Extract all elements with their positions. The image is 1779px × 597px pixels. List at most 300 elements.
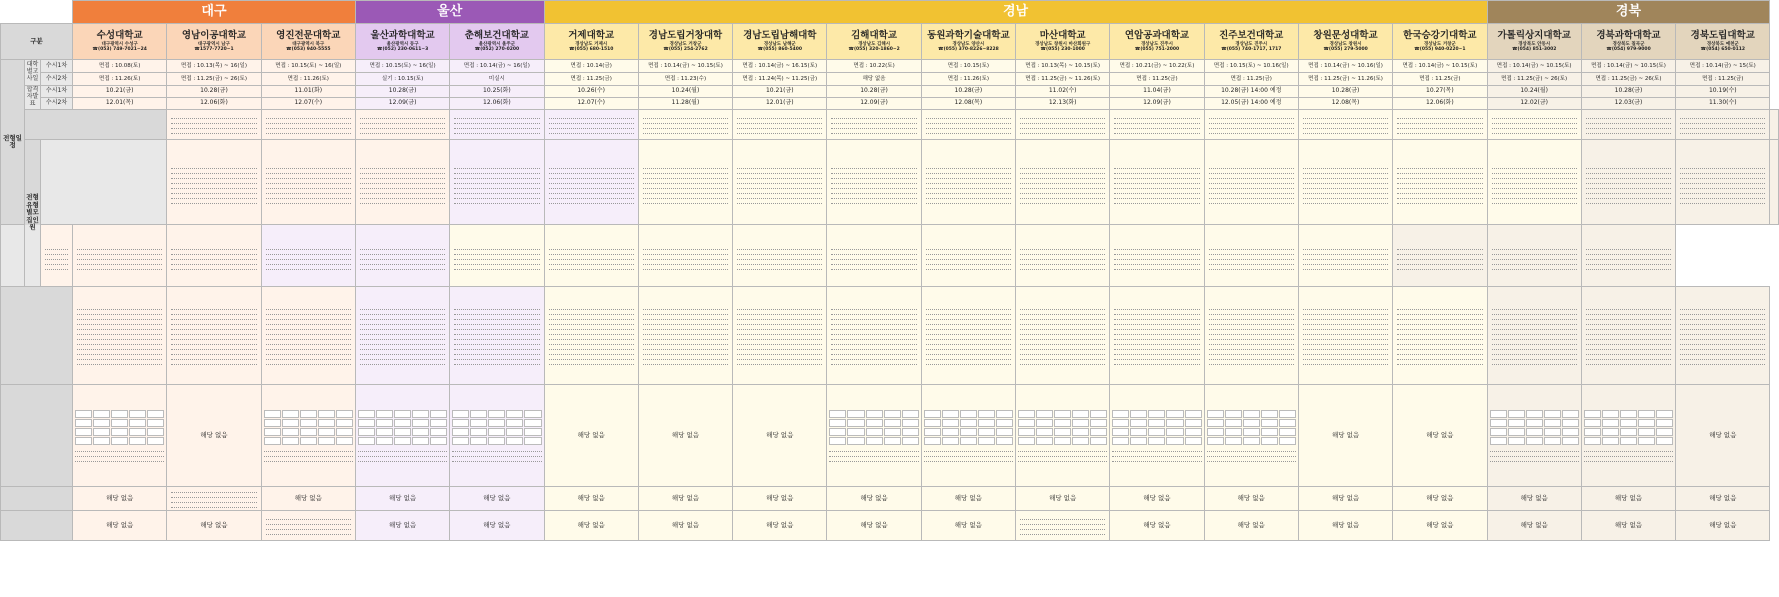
text-line — [358, 453, 447, 457]
schedule-cell: 11.30(수) — [1676, 98, 1770, 110]
grid-cell — [430, 437, 447, 445]
grid-cell — [93, 428, 110, 436]
text-line — [643, 120, 728, 124]
grid-cell — [1148, 410, 1165, 418]
university-header — [450, 24, 544, 60]
university-phone: ☎(055) 370-8226~8228 — [937, 46, 999, 52]
text-line — [75, 458, 164, 462]
text-line — [1397, 361, 1482, 365]
text-line — [549, 246, 634, 250]
text-line — [1114, 351, 1199, 355]
text-line — [1680, 115, 1765, 119]
grid-cell — [358, 410, 375, 418]
grid-cell — [1148, 428, 1165, 436]
grid-cell — [996, 437, 1013, 445]
text-line — [454, 170, 539, 174]
text-line — [926, 316, 1011, 320]
university-header — [261, 24, 355, 60]
text-line — [1680, 165, 1765, 169]
text-line — [737, 185, 822, 189]
text-line — [454, 351, 539, 355]
text-line — [643, 336, 728, 340]
min-score-row-cell: 해당 없음 — [1581, 487, 1675, 511]
susi1-row-cell — [1770, 140, 1779, 225]
university-header — [1016, 24, 1110, 60]
university-address: 경상북도 안동시 — [1518, 41, 1551, 47]
text-line — [264, 458, 353, 462]
university-name: 거제대학교 — [568, 29, 615, 41]
text-line — [1586, 200, 1671, 204]
grid-cell — [1620, 419, 1637, 427]
text-line — [1492, 125, 1577, 129]
grid-cell — [147, 419, 164, 427]
text-line — [360, 180, 445, 184]
grid-cell — [524, 410, 541, 418]
multi-apply-row-cell — [1110, 110, 1204, 140]
text-line — [1303, 361, 1388, 365]
grid-cell — [942, 437, 959, 445]
grid-cell — [1207, 437, 1224, 445]
grid-cell — [1072, 437, 1089, 445]
grid-cell — [75, 428, 92, 436]
text-line — [831, 190, 916, 194]
text-line — [549, 356, 634, 360]
text-line — [737, 200, 822, 204]
grid-cell — [1490, 419, 1507, 427]
text-line — [266, 175, 351, 179]
grid-cell — [1526, 428, 1543, 436]
text-line — [77, 346, 162, 350]
text-line — [1209, 195, 1294, 199]
schedule-cell: 10.21(금) — [73, 86, 167, 98]
text-line — [549, 251, 634, 255]
multi-apply-row-cell — [921, 110, 1015, 140]
text-line — [1020, 356, 1105, 360]
susi1-row-label — [41, 140, 167, 225]
university-header — [1204, 24, 1298, 60]
text-line — [737, 175, 822, 179]
susi2-row-cell — [355, 225, 449, 287]
text-line — [1303, 190, 1388, 194]
grid-cell — [1054, 410, 1071, 418]
grid-cell — [111, 428, 128, 436]
grid-cell — [264, 428, 281, 436]
text-line — [831, 306, 916, 310]
text-line — [549, 321, 634, 325]
text-line — [926, 311, 1011, 315]
text-line — [1020, 120, 1105, 124]
university-name: 김해대학교 — [851, 29, 898, 41]
text-line — [266, 256, 351, 260]
text-line — [1020, 195, 1105, 199]
record-grid — [356, 408, 449, 447]
text-line — [1020, 516, 1105, 520]
text-line — [454, 346, 539, 350]
grid-cell — [829, 428, 846, 436]
grid-cell — [318, 437, 335, 445]
text-line — [454, 175, 539, 179]
grid-cell — [524, 428, 541, 436]
multi-apply-row-cell — [1487, 110, 1581, 140]
grid-cell — [1638, 428, 1655, 436]
grid-cell — [300, 428, 317, 436]
text-line — [549, 115, 634, 119]
text-line — [549, 336, 634, 340]
grid-cell — [1638, 410, 1655, 418]
text-line — [1586, 256, 1671, 260]
text-line — [831, 251, 916, 255]
min-score-row-cell: 해당 없음 — [1393, 487, 1487, 511]
min-score-row-cell: 해당 없음 — [450, 487, 544, 511]
suneung-row-cell: 해당 없음 — [450, 511, 544, 541]
text-line — [831, 195, 916, 199]
text-line — [1397, 326, 1482, 330]
text-line — [1209, 261, 1294, 265]
grid-cell — [1112, 419, 1129, 427]
record-row-cell: 해당 없음 — [544, 385, 638, 487]
min-score-row-cell: 해당 없음 — [261, 487, 355, 511]
text-line — [926, 261, 1011, 265]
ratio-row-cell — [921, 287, 1015, 385]
university-name-row — [1, 24, 1779, 60]
university-name: 가톨릭상지대학교 — [1497, 29, 1571, 41]
grid-cell — [960, 419, 977, 427]
text-line — [1020, 316, 1105, 320]
text-line — [1492, 346, 1577, 350]
grid-cell — [1584, 437, 1601, 445]
text-line — [831, 130, 916, 134]
text-line — [1397, 170, 1482, 174]
text-line — [549, 306, 634, 310]
suneung-row-cell: 해당 없음 — [733, 511, 827, 541]
text-line — [45, 261, 68, 265]
text-line — [549, 165, 634, 169]
text-line — [266, 251, 351, 255]
text-line — [171, 120, 256, 124]
text-line — [1114, 185, 1199, 189]
text-line — [1020, 361, 1105, 365]
text-line — [737, 195, 822, 199]
text-line — [266, 526, 351, 530]
record-row-cell — [261, 385, 355, 487]
grid-cell — [1090, 437, 1107, 445]
text-line — [1397, 195, 1482, 199]
grid-cell — [1166, 419, 1183, 427]
text-line — [643, 195, 728, 199]
min-score-row-cell: 해당 없음 — [1298, 487, 1392, 511]
text-line — [266, 190, 351, 194]
grid-cell — [1243, 428, 1260, 436]
text-line — [926, 306, 1011, 310]
text-line — [1114, 356, 1199, 360]
text-line — [549, 266, 634, 270]
university-phone: ☎(055) 740-1717, 1717 — [1221, 46, 1282, 52]
university-name: 창원문성대학교 — [1313, 29, 1378, 41]
text-line — [171, 311, 256, 315]
text-line — [926, 321, 1011, 325]
text-line — [1586, 351, 1671, 355]
grid-cell — [300, 437, 317, 445]
text-line — [549, 125, 634, 129]
text-line — [266, 195, 351, 199]
text-line — [1586, 165, 1671, 169]
text-line — [1586, 185, 1671, 189]
text-line — [171, 185, 256, 189]
schedule-cell: 12.07(수) — [544, 98, 638, 110]
text-line — [1209, 190, 1294, 194]
text-line — [737, 130, 822, 134]
grid-cell — [960, 410, 977, 418]
text-line — [266, 336, 351, 340]
grid-cell — [1072, 428, 1089, 436]
susi2-row-cell — [921, 225, 1015, 287]
text-line — [1209, 130, 1294, 134]
text-line — [1680, 120, 1765, 124]
text-line — [643, 200, 728, 204]
record-row-cell — [73, 385, 167, 487]
university-name: 경남도립남해대학 — [743, 29, 817, 41]
grid-cell — [1207, 419, 1224, 427]
university-phone: ☎(055) 940-0220~1 — [1414, 46, 1466, 52]
text-line — [171, 341, 256, 345]
suneung-row-cell: 해당 없음 — [1581, 511, 1675, 541]
text-line — [1397, 321, 1482, 325]
text-line — [643, 180, 728, 184]
text-line — [1492, 331, 1577, 335]
ratio-row-cell — [1676, 287, 1770, 385]
grid-cell — [318, 428, 335, 436]
ratio-row-cell — [638, 287, 732, 385]
text-line — [266, 331, 351, 335]
text-line — [831, 326, 916, 330]
text-line — [1586, 341, 1671, 345]
text-line — [926, 195, 1011, 199]
grid-cell — [1544, 428, 1561, 436]
grid-cell — [470, 428, 487, 436]
text-line — [1397, 336, 1482, 340]
grid-cell — [960, 437, 977, 445]
grid-cell — [488, 410, 505, 418]
text-line — [926, 165, 1011, 169]
text-line — [360, 361, 445, 365]
grid-cell — [1054, 437, 1071, 445]
schedule-cell: 미실시 — [450, 73, 544, 86]
text-line — [1114, 170, 1199, 174]
grid-cell — [430, 428, 447, 436]
university-address: 경상남도 진주시 — [1235, 41, 1268, 47]
text-line — [1209, 251, 1294, 255]
text-line — [1114, 180, 1199, 184]
text-line — [454, 190, 539, 194]
text-line — [1680, 351, 1765, 355]
schedule-cell: 12.06(화) — [1393, 98, 1487, 110]
schedule-cell: 면접 : 11.25(금) — [1110, 73, 1204, 86]
ratio-row-cell — [1298, 287, 1392, 385]
susi2-row-cell — [638, 225, 732, 287]
text-line — [1020, 175, 1105, 179]
text-line — [831, 331, 916, 335]
susi1-row-cell — [1204, 140, 1298, 225]
ratio-row-cell — [1016, 287, 1110, 385]
text-line — [831, 125, 916, 129]
text-line — [1020, 125, 1105, 129]
university-phone: ☎(055) 320-1860~2 — [848, 46, 900, 52]
grid-cell — [1656, 419, 1673, 427]
suneung-row-cell: 해당 없음 — [73, 511, 167, 541]
text-line — [1492, 115, 1577, 119]
record-row-cell — [1487, 385, 1581, 487]
schedule-cell: 10.28(금) — [921, 86, 1015, 98]
text-line — [1114, 261, 1199, 265]
text-line — [1586, 246, 1671, 250]
text-line — [360, 311, 445, 315]
grid-cell — [924, 410, 941, 418]
schedule-cell: 면접 : 10.14(금) ~ 16(일) — [450, 60, 544, 73]
text-line — [1492, 195, 1577, 199]
grid-cell — [1225, 419, 1242, 427]
grid-cell — [524, 437, 541, 445]
text-line — [171, 346, 256, 350]
text-line — [1586, 261, 1671, 265]
text-line — [737, 336, 822, 340]
suneung-row-cell: 해당 없음 — [1298, 511, 1392, 541]
suneung-row — [1, 511, 1779, 541]
text-line — [171, 489, 256, 493]
text-line — [77, 356, 162, 360]
text-line — [737, 331, 822, 335]
min-score-row-cell: 해당 없음 — [1676, 487, 1770, 511]
suneung-row-cell: 해당 없음 — [1204, 511, 1298, 541]
grid-cell — [1112, 410, 1129, 418]
text-line — [1680, 185, 1765, 189]
text-line — [549, 185, 634, 189]
grid-cell — [1638, 419, 1655, 427]
text-line — [171, 246, 256, 250]
ratio-row-cell — [261, 287, 355, 385]
grid-cell — [960, 428, 977, 436]
text-line — [171, 261, 256, 265]
text-line — [926, 120, 1011, 124]
text-line — [1303, 180, 1388, 184]
text-line — [171, 165, 256, 169]
university-name: 울산과학대학교 — [370, 29, 435, 41]
schedule-cell: 10.28(금) 14:00 예정 — [1204, 86, 1298, 98]
text-line — [1680, 341, 1765, 345]
suneung-row-cell: 해당 없음 — [827, 511, 921, 541]
schedule-cell: 12.03(금) — [1581, 98, 1675, 110]
text-line — [1397, 306, 1482, 310]
text-line — [77, 251, 162, 255]
text-line — [171, 351, 256, 355]
text-line — [1209, 351, 1294, 355]
text-line — [266, 266, 351, 270]
grid-cell — [470, 419, 487, 427]
grid-cell — [1261, 410, 1278, 418]
grid-cell — [1243, 437, 1260, 445]
interview-group-label: 대학별고사일 — [25, 60, 41, 86]
schedule-cell: 면접 : 10.21(금) ~ 10.22(토) — [1110, 60, 1204, 73]
grid-cell — [1018, 410, 1035, 418]
text-line — [549, 311, 634, 315]
record-row — [1, 385, 1779, 487]
grid-cell — [996, 410, 1013, 418]
record-row-cell — [1204, 385, 1298, 487]
text-line — [171, 175, 256, 179]
record-grid — [1110, 408, 1203, 447]
min-score-row-cell — [167, 487, 261, 511]
schedule-cell: 면접 : 10.14(금) — [544, 60, 638, 73]
grid-cell — [318, 410, 335, 418]
text-line — [1020, 170, 1105, 174]
text-line — [831, 170, 916, 174]
text-line — [1112, 458, 1201, 462]
schedule-cell: 면접 : 11.25(금) ~ 11.26(토) — [1016, 73, 1110, 86]
text-line — [1209, 326, 1294, 330]
schedule-cell: 12.05(금) 14:00 예정 — [1204, 98, 1298, 110]
text-line — [1020, 261, 1105, 265]
university-header — [1581, 24, 1675, 60]
text-line — [77, 336, 162, 340]
grid-cell — [978, 437, 995, 445]
text-line — [1114, 311, 1199, 315]
susi1-row-cell — [827, 140, 921, 225]
schedule-cell: 10.28(금) — [827, 86, 921, 98]
text-line — [737, 251, 822, 255]
text-line — [1492, 261, 1577, 265]
text-line — [831, 185, 916, 189]
schedule-cell: 면접 : 11.25(금) — [1676, 73, 1770, 86]
grid-cell — [336, 419, 353, 427]
text-line — [1207, 448, 1296, 452]
susi2-row-cell — [450, 225, 544, 287]
grid-cell — [1544, 437, 1561, 445]
min-score-row-cell: 해당 없음 — [638, 487, 732, 511]
interview-row-1 — [1, 60, 1779, 73]
grid-cell — [111, 437, 128, 445]
grid-cell — [282, 410, 299, 418]
text-line — [171, 326, 256, 330]
text-line — [1020, 351, 1105, 355]
text-line — [1397, 311, 1482, 315]
text-line — [1303, 115, 1388, 119]
university-header — [167, 24, 261, 60]
text-line — [454, 130, 539, 134]
text-line — [360, 321, 445, 325]
text-line — [737, 306, 822, 310]
text-line — [360, 115, 445, 119]
text-line — [1209, 115, 1294, 119]
text-line — [77, 256, 162, 260]
text-line — [926, 115, 1011, 119]
multi-apply-row-cell — [450, 110, 544, 140]
text-line — [1492, 185, 1577, 189]
grid-cell — [942, 428, 959, 436]
text-line — [643, 130, 728, 134]
text-line — [831, 175, 916, 179]
text-line — [1303, 356, 1388, 360]
text-line — [360, 256, 445, 260]
grid-cell — [1018, 428, 1035, 436]
region-header-gyeongbuk: 경북 — [1487, 1, 1770, 24]
text-line — [1492, 130, 1577, 134]
grid-cell — [996, 419, 1013, 427]
university-header — [827, 24, 921, 60]
multi-apply-row-cell — [1204, 110, 1298, 140]
text-line — [1490, 458, 1579, 462]
text-line — [1209, 246, 1294, 250]
university-address: 울산광역시 울주군 — [478, 41, 516, 47]
text-line — [266, 120, 351, 124]
